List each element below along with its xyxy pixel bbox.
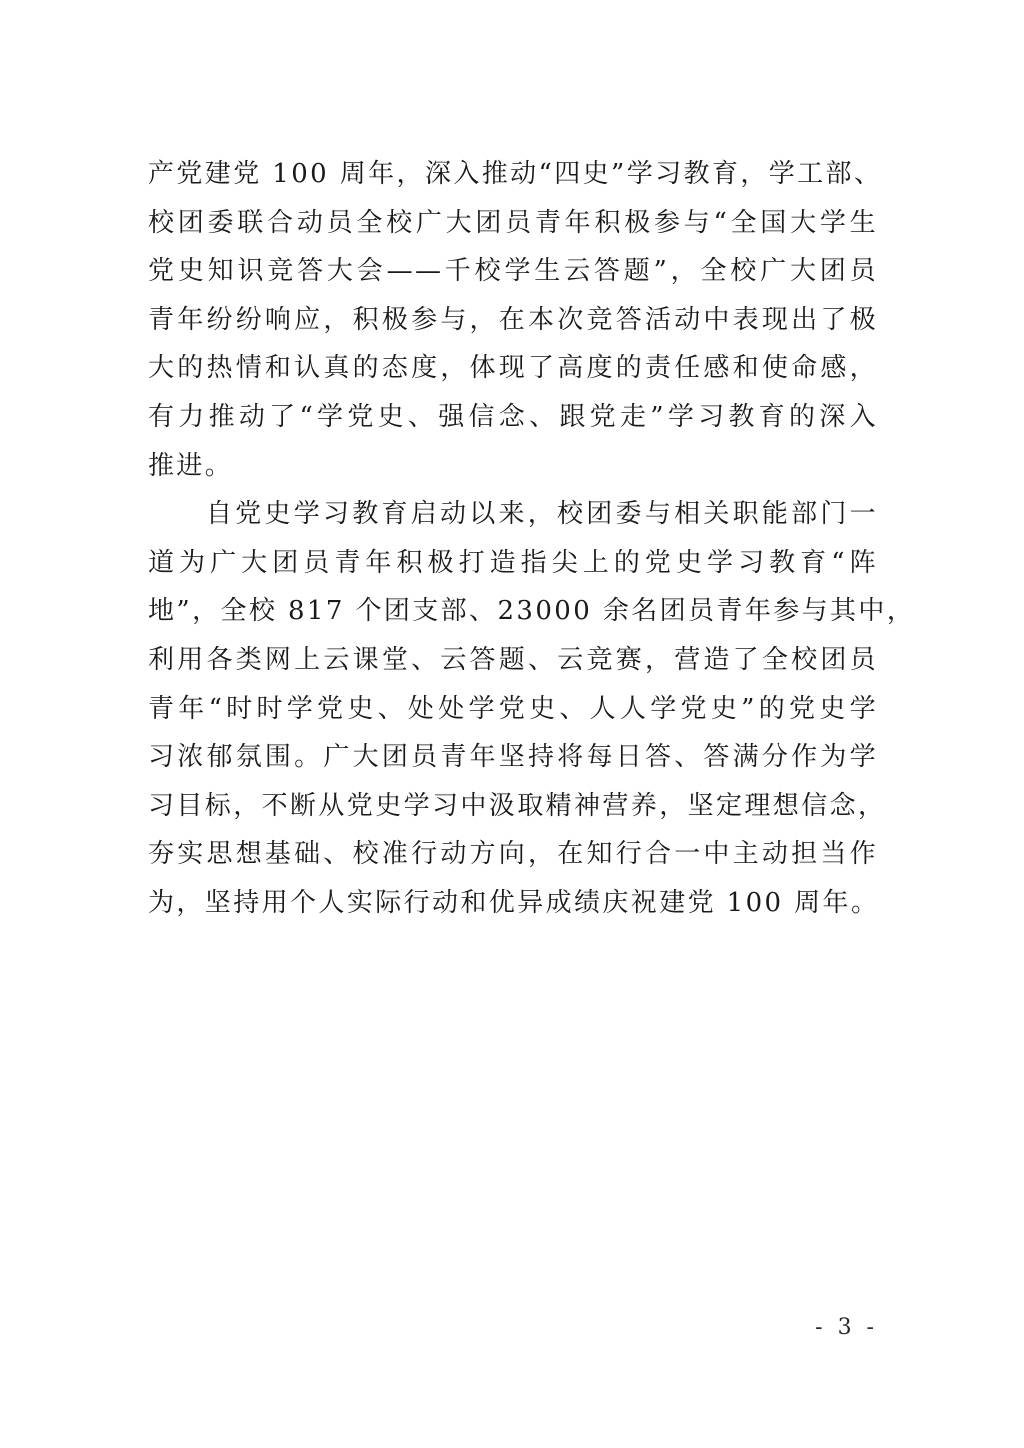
body-text xyxy=(148,150,916,928)
text-line-14: 习目标，不断从党史学习中汲取精神营养，坚定理想信念， xyxy=(148,790,887,821)
text-line-4: 青年纷纷响应，积极参与，在本次竞答活动中表现出了极 xyxy=(148,304,878,335)
text-line-9: 道为广大团员青年积极打造指尖上的党史学习教育“阵 xyxy=(148,547,878,578)
text-line-2: 校团委联合动员全校广大团员青年积极参与“全国大学生 xyxy=(148,207,878,238)
text-line-12: 青年“时时学党史、处处学党史、人人学党史”的党史学 xyxy=(148,693,878,724)
text-line-15: 夯实思想基础、校准行动方向，在知行合一中主动担当作 xyxy=(148,839,878,870)
page-number: - 3 - xyxy=(815,1315,878,1340)
text-line-13: 习浓郁氛围。广大团员青年坚持将每日答、答满分作为学 xyxy=(148,742,878,773)
text-line-7: 推进。 xyxy=(148,450,234,481)
text-line-1: 产党建党 100 周年，深入推动“四史”学习教育，学工部、 xyxy=(148,159,883,189)
text-line-16: 为，坚持用个人实际行动和优异成绩庆祝建党 100 周年。 xyxy=(148,887,880,918)
text-line-11: 利用各类网上云课堂、云答题、云竞赛，营造了全校团员 xyxy=(148,644,878,675)
text-line-6: 有力推动了“学党史、强信念、跟党走”学习教育的深入 xyxy=(148,401,878,432)
text-line-10: 地”，全校 817 个团支部、23000 余名团员青年参与其中， xyxy=(148,596,916,627)
text-line-5: 大的热情和认真的态度，体现了高度的责任感和使命感， xyxy=(148,353,878,384)
text-line-8: 自党史学习教育启动以来，校团委与相关职能部门一 xyxy=(206,499,878,530)
text-line-3: 党史知识竞答大会——千校学生云答题”，全校广大团员 xyxy=(148,256,878,287)
